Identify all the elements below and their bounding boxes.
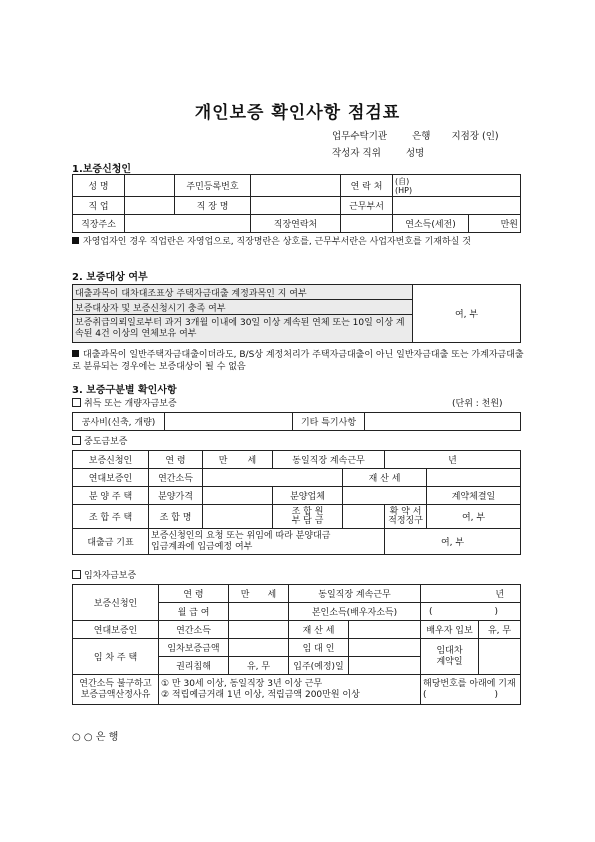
interim-tenure-label: 동일직장 계속근무 xyxy=(273,451,385,469)
lease-table xyxy=(72,584,521,705)
job-field[interactable] xyxy=(125,197,175,215)
lease-asset-label: 재 산 세 xyxy=(289,621,349,639)
construction-cost-field[interactable] xyxy=(165,413,293,431)
eligibility-table xyxy=(72,284,521,343)
lease-date-field[interactable] xyxy=(479,639,521,675)
sale-company-field[interactable] xyxy=(343,487,427,505)
loan-deposit-answer[interactable]: 여, 부 xyxy=(385,529,521,555)
section-3-heading: 3. 보증구분별 확인사항 xyxy=(72,385,177,396)
section-2-note-text: 대출과목이 일반주택자금대출이더라도, B/S상 계정처리가 주택자금대출이 아닌 일반자금대출 또는 가계자금대출로 분류되는 경우에는 보증대상이 될 수 없음 xyxy=(72,350,524,372)
unit-label: (단위 : 천원) xyxy=(452,399,503,409)
section-1-note-text: 자영업자인 경우 직업란은 자영업으로, 직장명란은 상호를, 근무부서란은 사업자번호를 기재하실 것 xyxy=(83,237,471,247)
deposit-label: 임차보증금액 xyxy=(159,639,229,657)
header-line-2 xyxy=(332,145,424,159)
lease-asset-field[interactable] xyxy=(349,621,421,639)
lease-tenure-field[interactable]: 년 xyxy=(421,585,521,603)
agency-label: 업무수탁기관 xyxy=(332,131,388,142)
mobile-phone-label: (HP) xyxy=(395,185,413,195)
interim-title xyxy=(72,436,127,448)
section-1-heading: 1.보증신청인 xyxy=(72,164,132,175)
union-house-label: 조 합 주 택 xyxy=(73,505,149,529)
header-line-1 xyxy=(332,128,499,142)
interim-asset-field[interactable] xyxy=(427,469,521,487)
dept-label: 근무부서 xyxy=(341,197,393,215)
own-income-field[interactable]: ( ) xyxy=(421,603,521,621)
interim-asset-label: 재 산 세 xyxy=(343,469,427,487)
landlord-label: 임 대 인 xyxy=(289,639,349,657)
lease-title-text: 임차자금보증 xyxy=(84,571,137,581)
writer-name-label: 성명 xyxy=(405,148,425,159)
lease-joint-label: 연대보증인 xyxy=(73,621,159,639)
interim-applicant-label: 보증신청인 xyxy=(73,451,149,469)
footer-bank: ○ ○ 은 행 xyxy=(72,732,119,743)
section-1-note xyxy=(72,236,527,248)
deposit-field[interactable] xyxy=(229,639,289,657)
union-name-field[interactable] xyxy=(203,505,273,529)
sale-price-field[interactable] xyxy=(203,487,273,505)
workplace-label: 직 장 명 xyxy=(175,197,251,215)
acquisition-table xyxy=(72,412,521,431)
rrn-label: 주민등록번호 xyxy=(175,175,251,197)
eligibility-row-3: 보증취급의뢰일로부터 과거 3개월 이내에 30일 이상 계속된 연체 또는 10일 이상 계속된 4건 이상의 연체보유 여부 xyxy=(73,315,413,343)
loan-deposit-desc: 보증신청인의 요청 또는 위임에 따라 분양대금 입금계좌에 입금예정 여부 xyxy=(149,529,385,555)
lease-age-label: 연 령 xyxy=(159,585,229,603)
lease-age-field[interactable]: 만 세 xyxy=(229,585,289,603)
contact-label: 연 락 처 xyxy=(341,175,393,197)
sale-price-label: 분양가격 xyxy=(149,487,203,505)
loan-deposit-label: 대출금 기표 xyxy=(73,529,149,555)
dept-field[interactable] xyxy=(393,197,521,215)
interim-income-label: 연간소득 xyxy=(149,469,203,487)
checkbox-icon[interactable] xyxy=(72,570,81,579)
interim-age-label: 연 령 xyxy=(149,451,203,469)
lease-house-label: 임 차 주 택 xyxy=(73,639,159,675)
name-field[interactable] xyxy=(125,175,175,197)
move-in-label: 입주(예정)일 xyxy=(289,657,349,675)
interim-income-field[interactable] xyxy=(203,469,343,487)
lease-tenure-label: 동일직장 계속근무 xyxy=(289,585,421,603)
union-share-label: 조 합 원 부 담 금 xyxy=(273,505,343,529)
job-label: 직 업 xyxy=(73,197,125,215)
contact-field[interactable] xyxy=(393,175,521,197)
work-phone-field[interactable] xyxy=(341,215,393,233)
spouse-label: 배우자 입보 xyxy=(421,621,479,639)
rights-label: 권리침해 xyxy=(159,657,229,675)
reason-conditions: ① 만 30세 이상, 동일직장 3년 이상 근무 ② 적립예금거래 1년 이상, 적립금액 200만원 이상 xyxy=(159,675,421,705)
union-name-label: 조 합 명 xyxy=(149,505,203,529)
lease-income-label: 연간소득 xyxy=(159,621,229,639)
pledge-answer[interactable]: 여, 부 xyxy=(427,505,521,529)
eligibility-answer[interactable]: 여, 부 xyxy=(413,285,521,343)
branch-label: 지점장 (인) xyxy=(451,131,499,142)
union-share-field[interactable] xyxy=(343,505,385,529)
workplace-field[interactable] xyxy=(251,197,341,215)
own-income-label: 본인소득(배우자소득) xyxy=(289,603,421,621)
landlord-field[interactable] xyxy=(349,639,421,657)
income-label: 연소득(세전) xyxy=(393,215,469,233)
acquisition-title xyxy=(72,398,177,410)
other-notes-label: 기타 특기사항 xyxy=(293,413,365,431)
checkbox-icon[interactable] xyxy=(72,436,81,445)
applicant-table xyxy=(72,174,521,233)
name-label: 성 명 xyxy=(73,175,125,197)
rights-answer[interactable]: 유, 무 xyxy=(229,657,289,675)
move-in-field[interactable] xyxy=(349,657,421,675)
interim-age-field[interactable]: 만 세 xyxy=(203,451,273,469)
interim-tenure-field[interactable]: 년 xyxy=(385,451,521,469)
interim-joint-label: 연대보증인 xyxy=(73,469,149,487)
salary-field[interactable] xyxy=(229,603,289,621)
sale-house-label: 분 양 주 택 xyxy=(73,487,149,505)
home-phone-label: (自) xyxy=(395,176,410,186)
lease-title xyxy=(72,570,136,582)
eligibility-row-1: 대출과목이 대차대조표상 주택자금대출 계정과목인 지 여부 xyxy=(73,285,413,300)
spouse-answer[interactable]: 유, 무 xyxy=(479,621,521,639)
rrn-field[interactable] xyxy=(251,175,341,197)
pledge-label: 확 약 서 적정징구 xyxy=(385,505,427,529)
interim-table xyxy=(72,450,521,555)
contract-date-label: 계약체결일 xyxy=(427,487,521,505)
address-field[interactable] xyxy=(125,215,251,233)
lease-date-label: 임대차 계약일 xyxy=(421,639,479,675)
income-unit[interactable]: 만원 xyxy=(469,215,521,233)
lease-applicant-label: 보증신청인 xyxy=(73,585,159,621)
work-phone-label: 직장연락처 xyxy=(251,215,341,233)
section-2-note xyxy=(72,349,527,373)
reason-label: 연간소득 불구하고 보증금액산정사유 xyxy=(73,675,159,705)
other-notes-field[interactable] xyxy=(365,413,521,431)
bullet-icon xyxy=(72,350,79,357)
eligibility-row-2: 보증대상자 및 보증신청시기 충족 여부 xyxy=(73,300,413,315)
sale-company-label: 분양업체 xyxy=(273,487,343,505)
interim-title-text: 중도금보증 xyxy=(84,437,128,447)
checkbox-icon[interactable] xyxy=(72,398,81,407)
bank-label: 은행 xyxy=(412,131,431,142)
reason-fill[interactable]: 해당번호를 아래에 기재 ( ) xyxy=(421,675,521,705)
construction-cost-label: 공사비(신축, 개량) xyxy=(73,413,165,431)
salary-label: 월 급 여 xyxy=(159,603,229,621)
lease-income-field[interactable] xyxy=(229,621,289,639)
section-2-heading: 2. 보증대상 여부 xyxy=(72,272,148,283)
address-label: 직장주소 xyxy=(73,215,125,233)
acquisition-title-text: 취득 또는 개량자금보증 xyxy=(84,399,177,409)
writer-position-label: 작성자 직위 xyxy=(332,148,381,159)
bullet-icon xyxy=(72,237,79,244)
page-title: 개인보증 확인사항 점검표 xyxy=(194,103,401,123)
